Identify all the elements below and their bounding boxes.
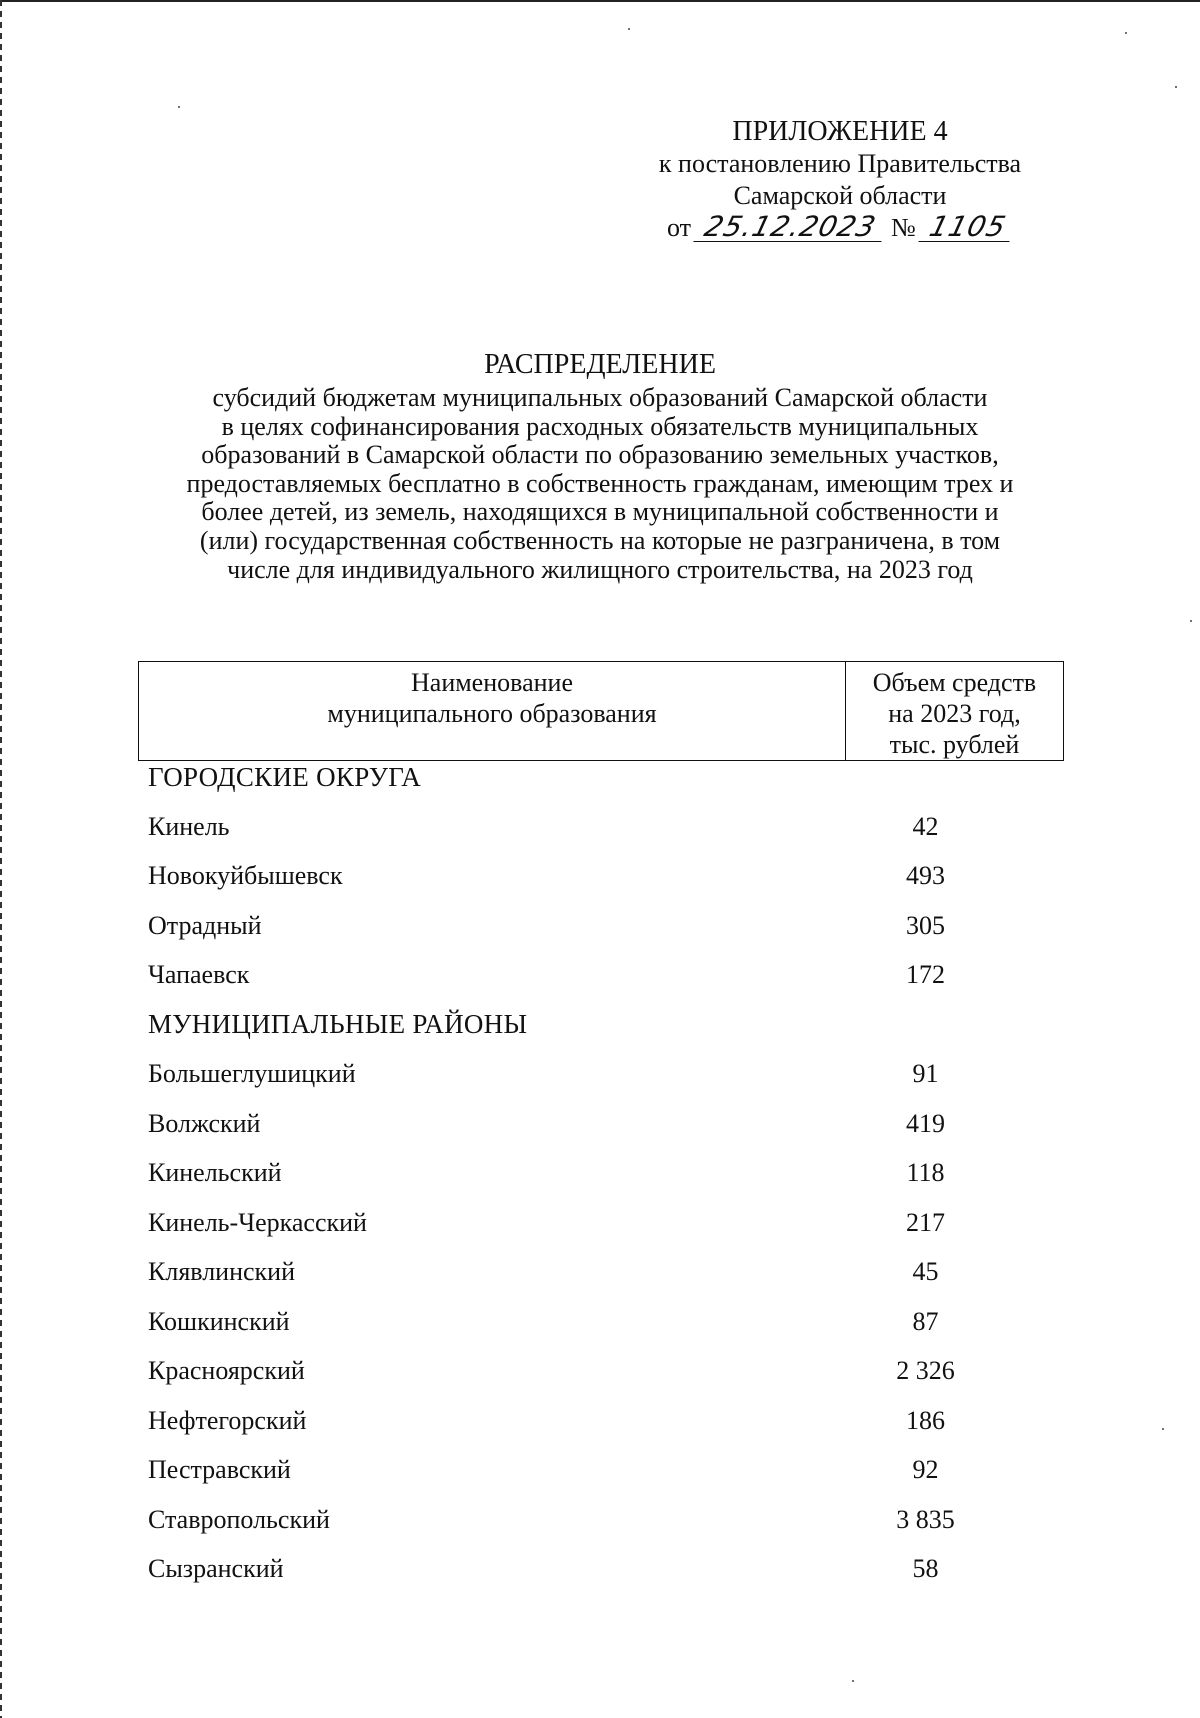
appendix-title: ПРИЛОЖЕНИЕ 4 (732, 116, 948, 147)
subsidy-value: 45 (912, 1257, 939, 1287)
header-name-line: муниципального образования (327, 699, 657, 728)
scan-speck (1190, 620, 1192, 622)
table-row (148, 852, 1058, 902)
appendix-line-resolution: к постановлению Правительства (658, 149, 1022, 178)
municipality-name: Ставропольский (148, 1504, 330, 1534)
municipality-name: Кинель-Черкасский (148, 1207, 367, 1237)
header-value-line: Объем средств (872, 668, 1037, 697)
header-name-line: Наименование (411, 668, 573, 697)
subsidy-value: 42 (912, 811, 939, 841)
table-row (148, 901, 1058, 951)
scan-edge-top (0, 0, 1200, 2)
scan-speck (1175, 86, 1177, 88)
municipality-name: Отрадный (148, 910, 262, 940)
table-row (148, 951, 1058, 1001)
municipality-name: Новокуйбышевск (148, 861, 343, 891)
date-prefix: от (666, 213, 691, 242)
header-name-cell (139, 662, 846, 760)
table-row (148, 802, 1058, 852)
table-row (148, 1396, 1058, 1446)
header-value-line: на 2023 год, (888, 699, 1021, 728)
description-line: образований в Самарской области по образованию земельных участков, (201, 440, 999, 470)
handwritten-number: 1105 (918, 213, 1016, 242)
section-title: ГОРОДСКИЕ ОКРУГА (148, 762, 422, 792)
table-row (148, 1495, 1058, 1545)
municipality-name: Кинель (148, 811, 230, 841)
subsidy-value: 2 326 (896, 1356, 955, 1386)
document-title: РАСПРЕДЕЛЕНИЕ (484, 349, 716, 380)
municipality-name: Клявлинский (148, 1257, 296, 1287)
table-row (148, 1297, 1058, 1347)
municipality-name: Красноярский (148, 1356, 305, 1386)
description-line: более детей, из земель, находящихся в муниципальной собственности и (201, 497, 999, 527)
scan-speck (628, 28, 630, 30)
number-prefix: № (890, 213, 916, 242)
table-header (138, 661, 1064, 761)
description-line: в целях софинансирования расходных обязательств муниципальных (221, 411, 979, 441)
municipality-name: Чапаевск (148, 960, 250, 990)
table-row (148, 1050, 1058, 1100)
scan-edge-left (0, 0, 2, 1718)
description-line: субсидий бюджетам муниципальных образований Самарской области (212, 383, 988, 412)
table-row (148, 1149, 1058, 1199)
header-value-cell (846, 662, 1063, 760)
subsidy-value: 118 (906, 1158, 945, 1188)
subsidy-value: 3 835 (896, 1504, 955, 1534)
municipality-name: Нефтегорский (148, 1405, 307, 1435)
section-title: МУНИЦИПАЛЬНЫЕ РАЙОНЫ (148, 1009, 528, 1040)
table-row (148, 1248, 1058, 1298)
scan-speck (178, 106, 180, 108)
section-heading (148, 762, 1058, 802)
scan-speck (1162, 1428, 1164, 1430)
municipality-name: Кинельский (148, 1158, 282, 1188)
description-line: числе для индивидуального жилищного строительства, на 2023 год (227, 554, 973, 584)
subsidy-value: 92 (912, 1455, 939, 1485)
subsidy-value: 87 (912, 1306, 939, 1336)
table-row (148, 1545, 1058, 1595)
municipality-name: Волжский (148, 1108, 261, 1138)
subsidy-value: 419 (906, 1108, 945, 1138)
table-row (148, 1446, 1058, 1496)
subsidy-value: 305 (906, 910, 945, 940)
subsidy-value: 91 (912, 1059, 939, 1089)
table-row (148, 1347, 1058, 1397)
subsidy-value: 217 (906, 1207, 945, 1237)
subsidy-value: 493 (906, 861, 945, 891)
scan-speck (852, 1680, 854, 1682)
handwritten-date: 25.12.2023 (693, 213, 888, 242)
municipality-name: Сызранский (148, 1554, 284, 1584)
subsidy-value: 58 (912, 1554, 939, 1584)
description-line: предоставляемых бесплатно в собственность гражданам, имеющим трех и (186, 468, 1014, 498)
subsidy-value: 172 (906, 960, 945, 990)
subsidy-value: 186 (906, 1405, 945, 1435)
table-row (148, 1198, 1058, 1248)
appendix-dateline (600, 212, 1080, 244)
header-value-line: тыс. рублей (889, 730, 1020, 759)
document-description (130, 384, 1070, 584)
municipality-name: Большеглушицкий (148, 1059, 356, 1089)
scan-speck (1125, 32, 1127, 34)
description-line: (или) государственная собственность на которые не разграничена, в том (199, 525, 1001, 555)
appendix-line-region: Самарской области (733, 181, 947, 210)
appendix-block (600, 116, 1080, 244)
table-row (148, 1099, 1058, 1149)
municipality-name: Пестравский (148, 1455, 291, 1485)
section-heading (148, 1000, 1058, 1050)
municipality-name: Кошкинский (148, 1306, 290, 1336)
table-body (148, 762, 1058, 1594)
